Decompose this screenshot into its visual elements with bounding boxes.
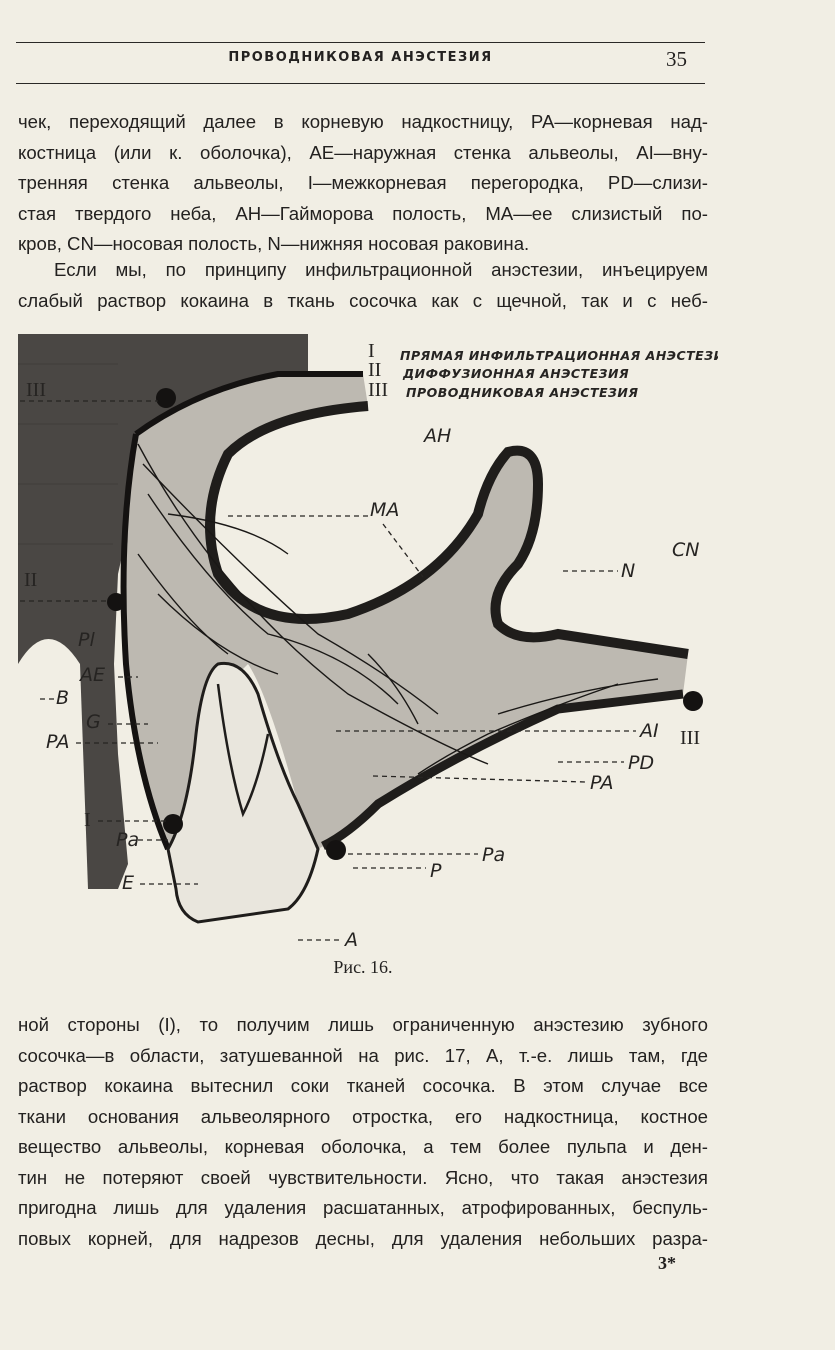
paragraph-3 [18,1010,708,1254]
legend-num-1: I [368,340,375,362]
label-AE: AE [80,664,106,686]
label-Pa-left: Pa [116,829,140,851]
text-line: Если мы, по принципу инфильтрационной анэстезии, инъецируем [54,259,708,280]
header-rule-top [16,42,705,43]
legend-num-2: II [368,359,382,381]
figure-16 [18,334,718,956]
paragraph-2 [18,255,708,316]
text-line: ной стороны (I), то получим лишь ограниченную анэстезию зубного [18,1014,708,1035]
legend-text-3: ПРОВОДНИКОВАЯ АНЭСТЕЗИЯ [406,385,639,400]
legend-text-2: ДИФФУЗИОННАЯ АНЭСТЕЗИЯ [403,366,630,381]
injection-point-III-top [156,388,176,408]
text-line: чек, переходящий далее в корневую надкостницу, PA—корневая над- [18,111,708,132]
label-G: G [86,711,101,733]
label-MA: MA [370,499,400,521]
text-line: вещество альвеолы, корневая оболочка, а тем более пульпа и ден- [18,1136,708,1157]
label-II-left: II [24,569,38,591]
label-PD: PD [628,752,655,774]
paragraph-1 [18,107,708,260]
page-number: 35 [666,47,687,71]
text-line: пригодна лишь для удаления расшатанных, атрофированных, беспуль- [18,1197,708,1218]
injection-point-I-left [163,814,183,834]
text-line: кров, CN—носовая полость, N—нижняя носовая раковина. [18,233,530,254]
label-PA-left: PA [46,731,70,753]
text-line: повых корней, для надрезов десны, для удаления небольших разра- [18,1227,708,1249]
injection-point-right [326,840,346,860]
label-N: N [621,560,636,582]
text-line: тренняя стенка альвеолы, I—межкорневая перегородка, PD—слизи- [18,172,708,193]
legend-num-3: III [368,379,388,401]
running-title: ПРОВОДНИКОВАЯ АНЭСТЕЗИЯ [228,50,493,65]
injection-point-III-right [683,691,703,711]
text-line: слабый раствор кокаина в ткань сосочка как с щечной, так и с неб- [18,289,708,311]
header-rule-bottom [16,83,705,84]
label-AH: AH [424,425,452,447]
label-P: P [430,860,442,882]
label-Pa-right: Pa [482,844,506,866]
label-PA-right: PA [590,772,614,794]
figure-caption: Рис. 16. [333,957,393,977]
gum-arch [18,639,88,889]
text-line: костница (или к. оболочка), AE—наружная стенка альвеолы, AI—вну- [18,141,708,163]
signature-mark: 3* [658,1253,676,1273]
label-A: A [345,929,358,951]
label-Pl: Pl [78,629,95,651]
label-B: B [56,687,70,709]
text-line: сосочка—в области, затушеванной на рис. 17, A, т.-е. лишь там, где [18,1044,708,1066]
text-line: стая твердого неба, AH—Гайморова полость, MA—ее слизистый по- [18,202,708,224]
injection-point-II-left [107,593,125,611]
label-AI: AI [640,720,659,742]
label-III-top: III [26,379,46,401]
legend-text-1: ПРЯМАЯ ИНФИЛЬТРАЦИОННАЯ АНЭСТЕЗИЯ [400,348,718,363]
anatomy-diagram [18,334,718,956]
label-E: E [122,872,135,894]
text-line: ткани основания альвеолярного отростка, его надкостница, костное [18,1105,708,1127]
label-CN: CN [672,539,700,561]
text-line: раствор кокаина вытеснил соки тканей сосочка. В этом случае все [18,1075,708,1096]
label-III-right: III [680,727,700,749]
label-I-left: I [84,809,91,831]
text-line: тин не потеряют своей чувствительности. Ясно, что такая анэстезия [18,1166,708,1188]
